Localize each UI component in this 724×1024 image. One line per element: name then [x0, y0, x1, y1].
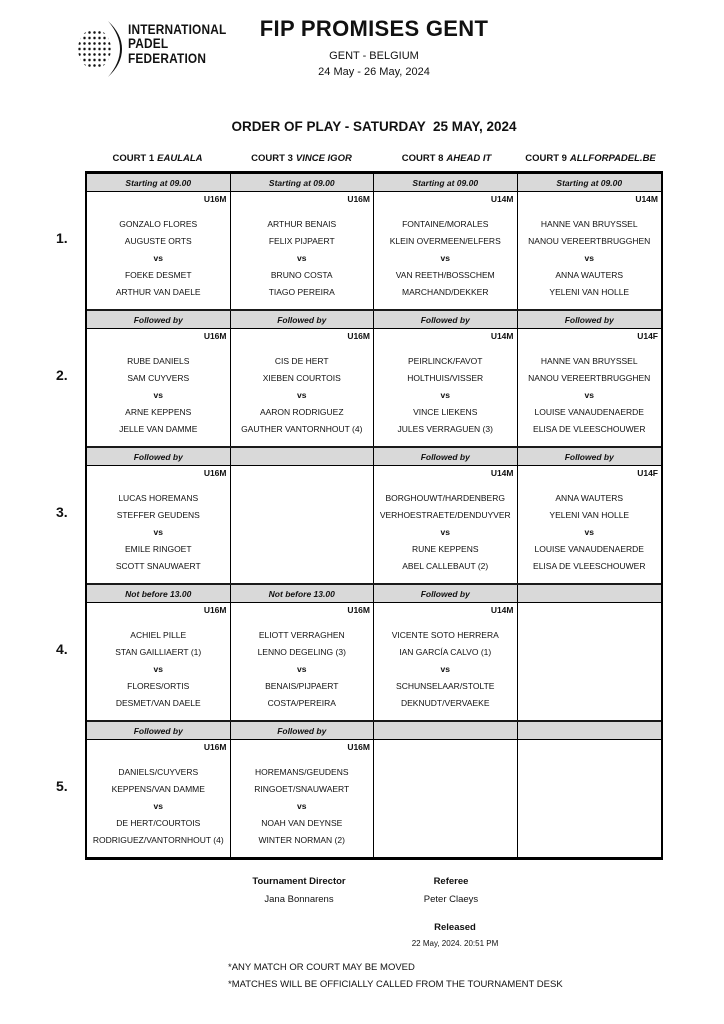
team2-player1: VINCE LIEKENS	[413, 407, 478, 417]
released-timestamp: 22 May, 2024. 20:51 PM	[411, 939, 499, 948]
match-row	[87, 603, 661, 720]
team1-player1: PEIRLINCK/FAVOT	[408, 356, 483, 366]
category-label	[231, 466, 374, 481]
event-title: FIP PROMISES GENT	[259, 16, 489, 41]
slot-header: Followed by	[231, 311, 375, 328]
match-cell	[231, 740, 375, 857]
slot-header: Not before 13.00	[231, 585, 375, 602]
schedule-row-4	[87, 583, 661, 720]
team1-player1: GONZALO FLORES	[119, 219, 198, 229]
court-9-sponsor: ALLFORPADEL.BE	[569, 153, 656, 164]
court-9-name: COURT 9	[525, 153, 567, 164]
vs-label: vs	[153, 390, 163, 400]
referee-name: Peter Claeys	[423, 894, 479, 905]
slot-header: Starting at 09.00	[374, 174, 518, 191]
match-cell-empty	[374, 740, 518, 857]
team2-player2: ELISA DE VLEESCHOUWER	[533, 424, 646, 434]
slot-header: Followed by	[374, 311, 518, 328]
slot-header: Followed by	[374, 585, 518, 602]
match-cell-empty	[231, 466, 375, 583]
team2-player1: FOEKE DESMET	[124, 270, 192, 280]
category-label	[518, 603, 662, 618]
team2-player1: LOUISE VANAUDENAERDE	[534, 407, 644, 417]
match-row	[87, 192, 661, 309]
team2-player1: NOAH VAN DEYNSE	[261, 818, 343, 828]
vs-label: vs	[153, 527, 163, 537]
slot-header: Starting at 09.00	[87, 174, 231, 191]
team1-player2: KEPPENS/VAN DAMME	[111, 784, 205, 794]
team2-player2: JULES VERRAGUEN (3)	[397, 424, 493, 434]
court-1-label	[85, 153, 230, 164]
team1-player2: IAN GARCÍA CALVO (1)	[399, 647, 492, 657]
court-3-name: COURT 3	[251, 153, 293, 164]
team2-player2: RODRIGUEZ/VANTORNHOUT (4)	[92, 835, 224, 845]
category-label	[518, 740, 662, 755]
event-location: GENT - BELGIUM	[329, 50, 419, 62]
category-label: U16M	[203, 331, 227, 341]
category-label: U16M	[347, 605, 370, 615]
vs-label: vs	[440, 664, 450, 674]
tournament-director-label: Tournament Director	[252, 876, 346, 887]
match-cell	[518, 329, 662, 446]
category-label: U16M	[203, 194, 227, 204]
slot-header	[518, 722, 662, 739]
court-3-sponsor: VINCE IGOR	[295, 153, 352, 164]
match-cell	[231, 603, 375, 720]
team2-player1: FLORES/ORTIS	[127, 681, 190, 691]
slot-header: Starting at 09.00	[231, 174, 375, 191]
match-cell	[87, 192, 231, 309]
court-8-name: COURT 8	[401, 153, 444, 164]
schedule-row-1	[87, 174, 661, 309]
match-cell	[374, 329, 518, 446]
vs-label: vs	[584, 253, 594, 263]
vs-label: vs	[440, 527, 450, 537]
court-1-name: COURT 1	[112, 153, 155, 164]
category-label: U16M	[203, 742, 227, 752]
match-cell	[374, 192, 518, 309]
match-cell	[374, 603, 518, 720]
team1-player1: BORGHOUWT/HARDENBERG	[385, 493, 505, 503]
schedule-table	[85, 171, 663, 860]
team1-player1: RUBE DANIELS	[127, 356, 190, 366]
team1-player2: AUGUSTE ORTS	[124, 236, 192, 246]
vs-label: vs	[153, 664, 163, 674]
match-cell-empty	[518, 603, 662, 720]
tournament-director-name: Jana Bonnarens	[264, 894, 334, 905]
team2-player2: WINTER NORMAN (2)	[258, 835, 345, 845]
released-label: Released	[434, 922, 476, 933]
court-8-label	[374, 153, 519, 164]
category-label	[374, 740, 517, 755]
vs-label: vs	[153, 801, 163, 811]
team2-player2: ARTHUR VAN DAELE	[115, 287, 201, 297]
vs-label: vs	[297, 253, 307, 263]
vs-label: vs	[297, 390, 307, 400]
team2-player1: SCHUNSELAAR/STOLTE	[396, 681, 495, 691]
slot-header: Followed by	[87, 311, 231, 328]
slot-header	[518, 585, 662, 602]
team2-player1: EMILE RINGOET	[124, 544, 192, 554]
team1-player1: HANNE VAN BRUYSSEL	[540, 219, 638, 229]
team2-player1: ARNE KEPPENS	[125, 407, 192, 417]
team2-player1: LOUISE VANAUDENAERDE	[534, 544, 644, 554]
team1-player1: DANIELS/CUYVERS	[118, 767, 199, 777]
team2-player1: DE HERT/COURTOIS	[116, 818, 201, 828]
team2-player2: ELISA DE VLEESCHOUWER	[533, 561, 646, 571]
team2-player1: AARON RODRIGUEZ	[259, 407, 344, 417]
referee-label: Referee	[433, 876, 469, 887]
team1-player1: FONTAINE/MORALES	[402, 219, 489, 229]
slot-header: Followed by	[564, 314, 614, 325]
team1-player1: VICENTE SOTO HERRERA	[391, 630, 499, 640]
slot-header-row	[87, 720, 661, 740]
team2-player1: BRUNO COSTA	[270, 270, 333, 280]
match-cell	[374, 466, 518, 583]
match-cell	[87, 740, 231, 857]
category-label: U14M	[490, 331, 514, 341]
team1-player2: HOLTHUIS/VISSER	[407, 373, 484, 383]
team1-player1: HOREMANS/GEUDENS	[254, 767, 349, 777]
team2-player2: DESMET/VAN DAELE	[115, 698, 201, 708]
category-label: U14M	[490, 194, 514, 204]
team1-player1: HANNE VAN BRUYSSEL	[540, 356, 638, 366]
team1-player2: FELIX PIJPAERT	[268, 236, 335, 246]
team1-player2: RINGOET/SNAUWAERT	[254, 784, 350, 794]
team1-player1: ACHIEL PILLE	[130, 630, 187, 640]
team2-player1: BENAIS/PIJPAERT	[265, 681, 339, 691]
row-number-3: 3.	[56, 504, 68, 520]
schedule-row-2	[87, 309, 661, 446]
court-1-sponsor: EAULALA	[157, 153, 203, 164]
team2-player2: JELLE VAN DAMME	[119, 424, 198, 434]
team1-player2: XIEBEN COURTOIS	[262, 373, 341, 383]
slot-header: Followed by	[87, 722, 231, 739]
slot-header: Followed by	[87, 448, 231, 465]
team2-player2: DEKNUDT/VERVAEKE	[401, 698, 490, 708]
slot-header: Followed by	[231, 722, 375, 739]
team1-player2: LENNO DEGELING (3)	[257, 647, 346, 657]
team2-player1: VAN REETH/BOSSCHEM	[395, 270, 495, 280]
court-9-label	[518, 153, 663, 164]
logo-line-2: PADEL	[128, 36, 169, 52]
slot-header	[231, 448, 375, 465]
slot-header	[374, 722, 518, 739]
logo-line-1: INTERNATIONAL	[128, 22, 227, 37]
event-dates: 24 May - 26 May, 2024	[318, 66, 430, 78]
schedule-row-5	[87, 720, 661, 857]
vs-label: vs	[153, 253, 163, 263]
category-label: U16M	[347, 331, 370, 341]
category-label: U14M	[490, 605, 514, 615]
team1-player2: YELENI VAN HOLLE	[549, 510, 630, 520]
team2-player1: RUNE KEPPENS	[411, 544, 479, 554]
category-label: U14M	[635, 194, 658, 204]
vs-label: vs	[440, 253, 450, 263]
row-number-4: 4.	[56, 641, 68, 657]
row-number-5: 5.	[56, 778, 68, 794]
team2-player2: TIAGO PEREIRA	[268, 287, 335, 297]
category-label: U14F	[637, 468, 658, 478]
category-label: U16M	[203, 468, 227, 478]
row-number-1: 1.	[56, 230, 68, 246]
match-cell	[231, 192, 375, 309]
slot-header-row	[87, 309, 661, 329]
match-row	[87, 466, 661, 583]
match-cell	[87, 466, 231, 583]
team1-player1: LUCAS HOREMANS	[118, 493, 199, 503]
team2-player2: MARCHAND/DEKKER	[402, 287, 489, 297]
team1-player1: CIS DE HERT	[274, 356, 329, 366]
team1-player1: ELIOTT VERRAGHEN	[258, 630, 345, 640]
match-cell	[231, 329, 375, 446]
vs-label: vs	[297, 664, 307, 674]
slot-header-row	[87, 174, 661, 192]
slot-header: Starting at 09.00	[556, 177, 623, 188]
court-8-sponsor: AHEAD IT	[446, 153, 492, 164]
court-3-label	[229, 153, 374, 164]
row-number-2: 2.	[56, 367, 68, 383]
match-cell	[87, 329, 231, 446]
slot-header-row	[87, 583, 661, 603]
category-label: U14F	[637, 331, 658, 341]
match-cell	[518, 192, 662, 309]
category-label: U14M	[490, 468, 514, 478]
team1-player1: ANNA WAUTERS	[555, 493, 624, 503]
team1-player2: STAN GAILLIAERT (1)	[115, 647, 202, 657]
team1-player1: ARTHUR BENAIS	[267, 219, 337, 229]
slot-header-row	[87, 446, 661, 466]
match-row	[87, 329, 661, 446]
match-cell	[87, 603, 231, 720]
team1-player2: VERHOESTRAETE/DENDUYVER	[379, 510, 511, 520]
team2-player2: SCOTT SNAUWAERT	[115, 561, 201, 571]
vs-label: vs	[584, 390, 594, 400]
slot-header: Followed by	[564, 451, 614, 462]
note-match-moved: *ANY MATCH OR COURT MAY BE MOVED	[228, 962, 415, 973]
category-label: U16M	[347, 194, 370, 204]
team1-player2: STEFFER GEUDENS	[116, 510, 200, 520]
match-row	[87, 740, 661, 857]
vs-label: vs	[584, 527, 594, 537]
order-of-play-title: ORDER OF PLAY - SATURDAY 25 MAY, 2024	[231, 119, 517, 134]
category-label: U16M	[347, 742, 370, 752]
team2-player2: GAUTHER VANTORNHOUT (4)	[241, 424, 363, 434]
team1-player2: NANOU VEREERTBRUGGHEN	[528, 236, 651, 246]
logo-line-3: FEDERATION	[128, 50, 207, 66]
schedule-row-3	[87, 446, 661, 583]
team2-player2: YELENI VAN HOLLE	[549, 287, 630, 297]
team1-player2: SAM CUYVERS	[127, 373, 190, 383]
vs-label: vs	[440, 390, 450, 400]
team1-player2: NANOU VEREERTBRUGGHEN	[528, 373, 651, 383]
note-tournament-desk: *MATCHES WILL BE OFFICIALLY CALLED FROM THE TOURNAMENT DESK	[228, 979, 563, 990]
team2-player1: ANNA WAUTERS	[555, 270, 624, 280]
vs-label: vs	[297, 801, 307, 811]
slot-header: Not before 13.00	[87, 585, 231, 602]
match-cell	[518, 466, 662, 583]
team2-player2: ABEL CALLEBAUT (2)	[402, 561, 489, 571]
match-cell-empty	[518, 740, 662, 857]
slot-header: Followed by	[374, 448, 518, 465]
team2-player2: COSTA/PEREIRA	[267, 698, 336, 708]
team1-player2: KLEIN OVERMEEN/ELFERS	[389, 236, 501, 246]
category-label: U16M	[203, 605, 227, 615]
